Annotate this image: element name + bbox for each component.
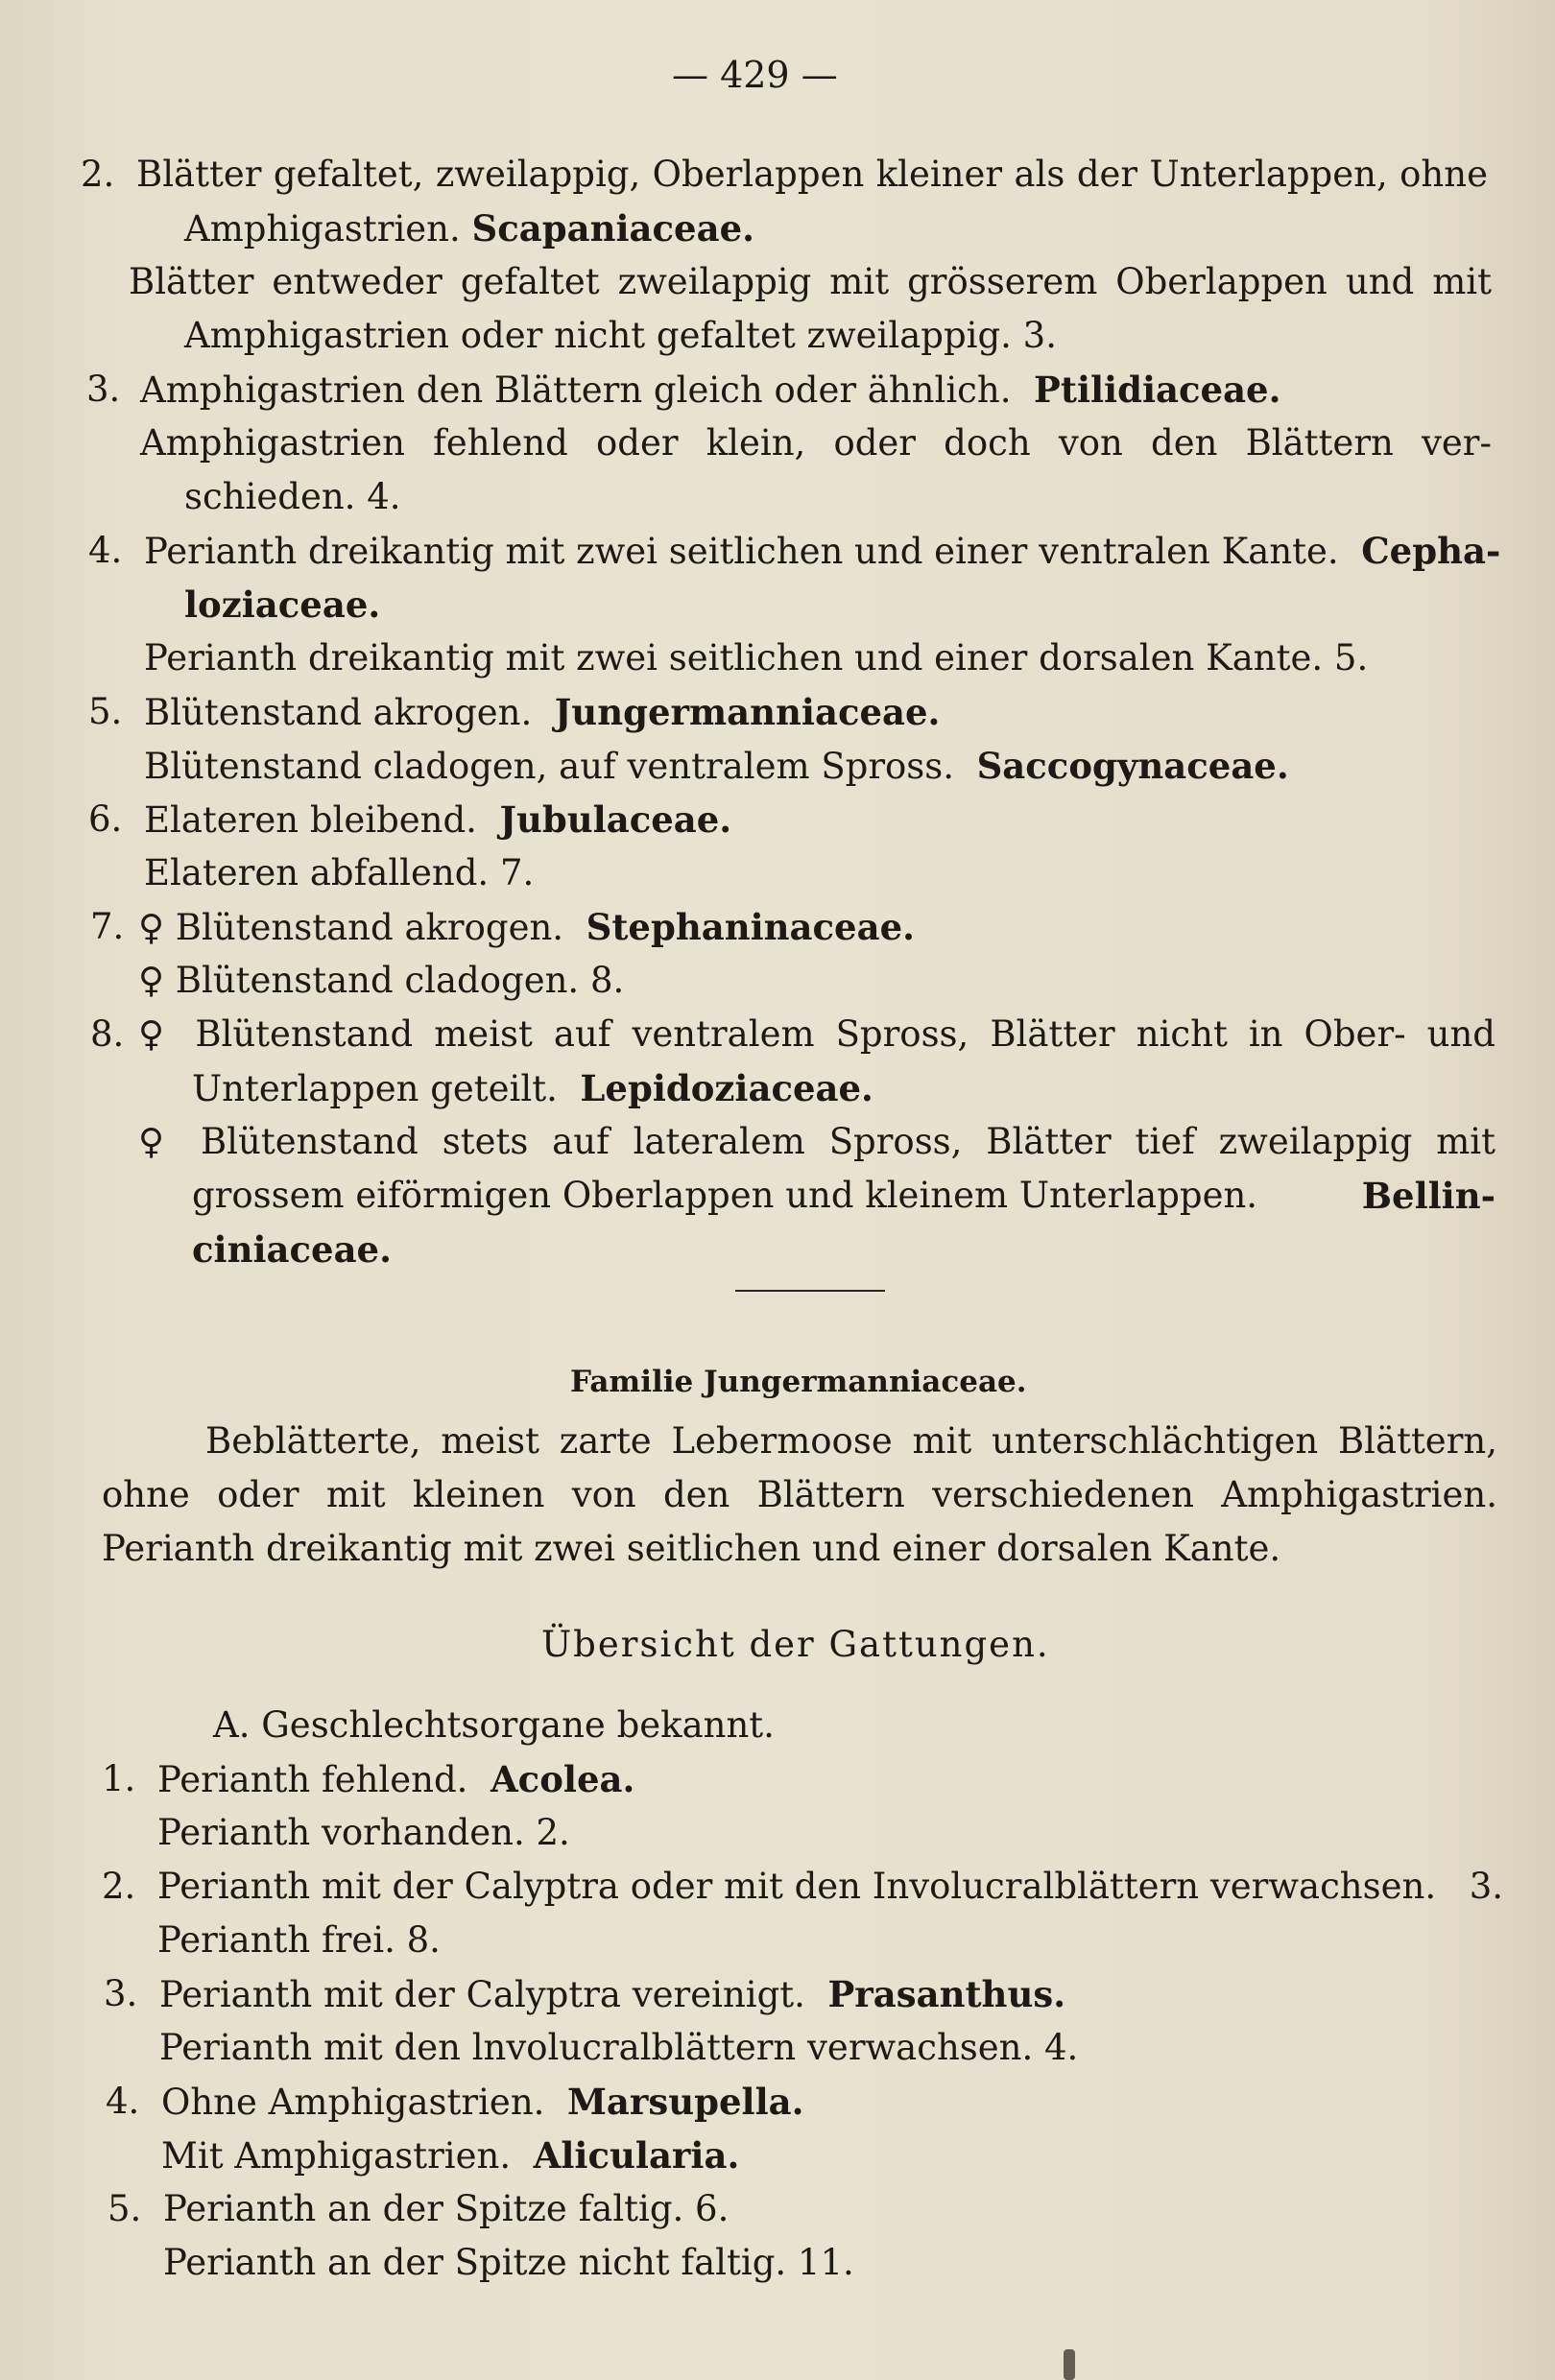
section-divider (735, 1290, 885, 1292)
key-line (144, 691, 940, 733)
family-name: ciniaceae. (192, 1228, 392, 1271)
genus-text: Perianth mit den lnvolucralblättern verwachsen. 4. (159, 2027, 1079, 2068)
family-name: Lepidoziaceae. (580, 1067, 873, 1109)
overview-heading: Übersicht der Gattungen. (541, 1624, 1050, 1665)
key-line (144, 637, 1368, 679)
key-line (144, 852, 534, 894)
genus-line (163, 2242, 854, 2284)
family-name: Cepha- (1361, 530, 1501, 572)
family-name: Saccogynaceae. (976, 745, 1289, 787)
key-text: Unterlappen geteilt. (192, 1068, 558, 1109)
description-line: Beblätterte, meist zarte Lebermoose mit unterschlächtigen Blättern, (205, 1420, 1497, 1462)
genus-lead: 3. (1469, 1866, 1503, 1907)
key-line (192, 1067, 873, 1109)
genus-line (157, 1866, 1503, 1908)
genus-number: 4. (106, 2081, 140, 2122)
key-line (144, 745, 1289, 787)
key-text: Blütenstand akrogen. (144, 692, 533, 733)
key-text: Amphigastrien oder nicht gefaltet zweilappig. 3. (184, 315, 1057, 356)
key-number: 7. (90, 906, 125, 947)
family-name: Jubulaceae. (499, 798, 732, 841)
key-line (140, 422, 1492, 464)
family-name: Stephaninaceae. (586, 906, 915, 948)
key-line (184, 476, 401, 518)
key-line (138, 906, 915, 948)
key-text: ♀ Blütenstand cladogen. 8. (138, 960, 625, 1001)
family-name: Jungermanniaceae. (554, 691, 941, 733)
key-line (184, 207, 754, 250)
key-number: 6. (88, 798, 123, 840)
key-line (136, 154, 1488, 196)
family-name: Bellin- (1361, 1175, 1495, 1217)
description-line: ohne oder mit kleinen von den Blättern verschiedenen Amphigastrien. (102, 1474, 1497, 1515)
genus-text: Mit Amphigastrien. (161, 2135, 512, 2177)
key-line (144, 530, 1500, 572)
genus-line (161, 2081, 804, 2123)
key-text: ♀ Blütenstand meist auf ventralem Spross, Blätter nicht in Ober- und (138, 1013, 1495, 1055)
key-line (140, 369, 1280, 411)
genus-line (157, 1919, 441, 1962)
family-name: Ptilidiaceae. (1034, 369, 1281, 411)
key-number: 2. (81, 154, 115, 195)
key-text: Elateren bleibend. (144, 799, 477, 841)
family-name: loziaceae. (184, 583, 381, 626)
genus-number: 5. (108, 2188, 142, 2229)
key-line (138, 1121, 1495, 1163)
genus-name: Acolea. (490, 1758, 635, 1800)
key-text: Perianth dreikantig mit zwei seitlichen und einer dorsalen Kante. 5. (144, 637, 1369, 678)
key-number: 8. (90, 1013, 125, 1055)
key-line (184, 583, 380, 626)
genus-line (163, 2188, 729, 2230)
family-heading: Familie Jungermanniaceae. (570, 1365, 1027, 1399)
key-line (192, 1228, 392, 1271)
key-number: 5. (88, 691, 123, 732)
genus-text: Perianth an der Spitze nicht faltig. 11. (163, 2242, 854, 2283)
page-number: — 429 — (672, 54, 838, 96)
genus-name: Marsupella. (566, 2081, 804, 2123)
key-number: 4. (88, 530, 123, 571)
genus-line (161, 2134, 739, 2177)
genus-text: Perianth vorhanden. 2. (157, 1812, 570, 1853)
genus-text: Perianth frei. 8. (157, 1919, 441, 1961)
key-text: Amphigastrien den Blättern gleich oder ähnlich. (140, 369, 1012, 411)
genus-number: 3. (104, 1973, 138, 2014)
genus-text: Perianth mit der Calyptra oder mit den Involucralblättern verwachsen. (157, 1866, 1437, 1907)
key-line (184, 315, 1057, 357)
genus-line (157, 1812, 570, 1854)
key-line (192, 1175, 1495, 1217)
family-name: Scapaniaceae. (471, 207, 754, 250)
key-text: schieden. 4. (184, 476, 401, 517)
key-text: Elateren abfallend. 7. (144, 852, 535, 893)
key-text: Perianth dreikantig mit zwei seitlichen und einer ventralen Kante. (144, 531, 1339, 572)
key-text: grossem eiförmigen Oberlappen und kleinem Unterlappen. (192, 1175, 1258, 1216)
genus-text: Perianth an der Spitze faltig. 6. (163, 2188, 730, 2229)
genus-number: 2. (102, 1866, 136, 1907)
genus-line (159, 1973, 1065, 2015)
description-line: Perianth dreikantig mit zwei seitlichen und einer dorsalen Kante. (102, 1528, 1281, 1569)
key-text: ♀ Blütenstand stets auf lateralem Spross, Blätter tief zweilappig mit (138, 1121, 1495, 1162)
key-text: Blütenstand cladogen, auf ventralem Spross. (144, 746, 955, 787)
ink-smudge (1064, 2349, 1075, 2380)
key-text: Amphigastrien. (184, 208, 461, 250)
key-text: Blätter entweder gefaltet zweilappig mit grösserem Oberlappen und mit (129, 261, 1492, 302)
genus-text: Ohne Amphigastrien. (161, 2082, 545, 2123)
key-line (138, 1013, 1495, 1056)
genus-name: Prasanthus. (827, 1973, 1066, 2015)
key-line (129, 261, 1492, 303)
key-text: Blätter gefaltet, zweilappig, Oberlappen kleiner als der Unterlappen, ohne (136, 154, 1488, 195)
genus-line (157, 1758, 634, 1800)
genus-text: Perianth mit der Calyptra vereinigt. (159, 1974, 805, 2015)
key-line (138, 960, 624, 1002)
genus-line (159, 2027, 1078, 2069)
key-text: Amphigastrien fehlend oder klein, oder doch von den Blättern ver- (140, 422, 1492, 464)
genus-number: 1. (102, 1758, 136, 1799)
key-number: 3. (86, 369, 121, 410)
genus-text: Perianth fehlend. (157, 1759, 468, 1800)
section-a-heading: A. Geschlechtsorgane bekannt. (213, 1704, 775, 1746)
key-text: ♀ Blütenstand akrogen. (138, 907, 564, 948)
genus-name: Alicularia. (533, 2134, 740, 2177)
key-line (144, 798, 731, 841)
